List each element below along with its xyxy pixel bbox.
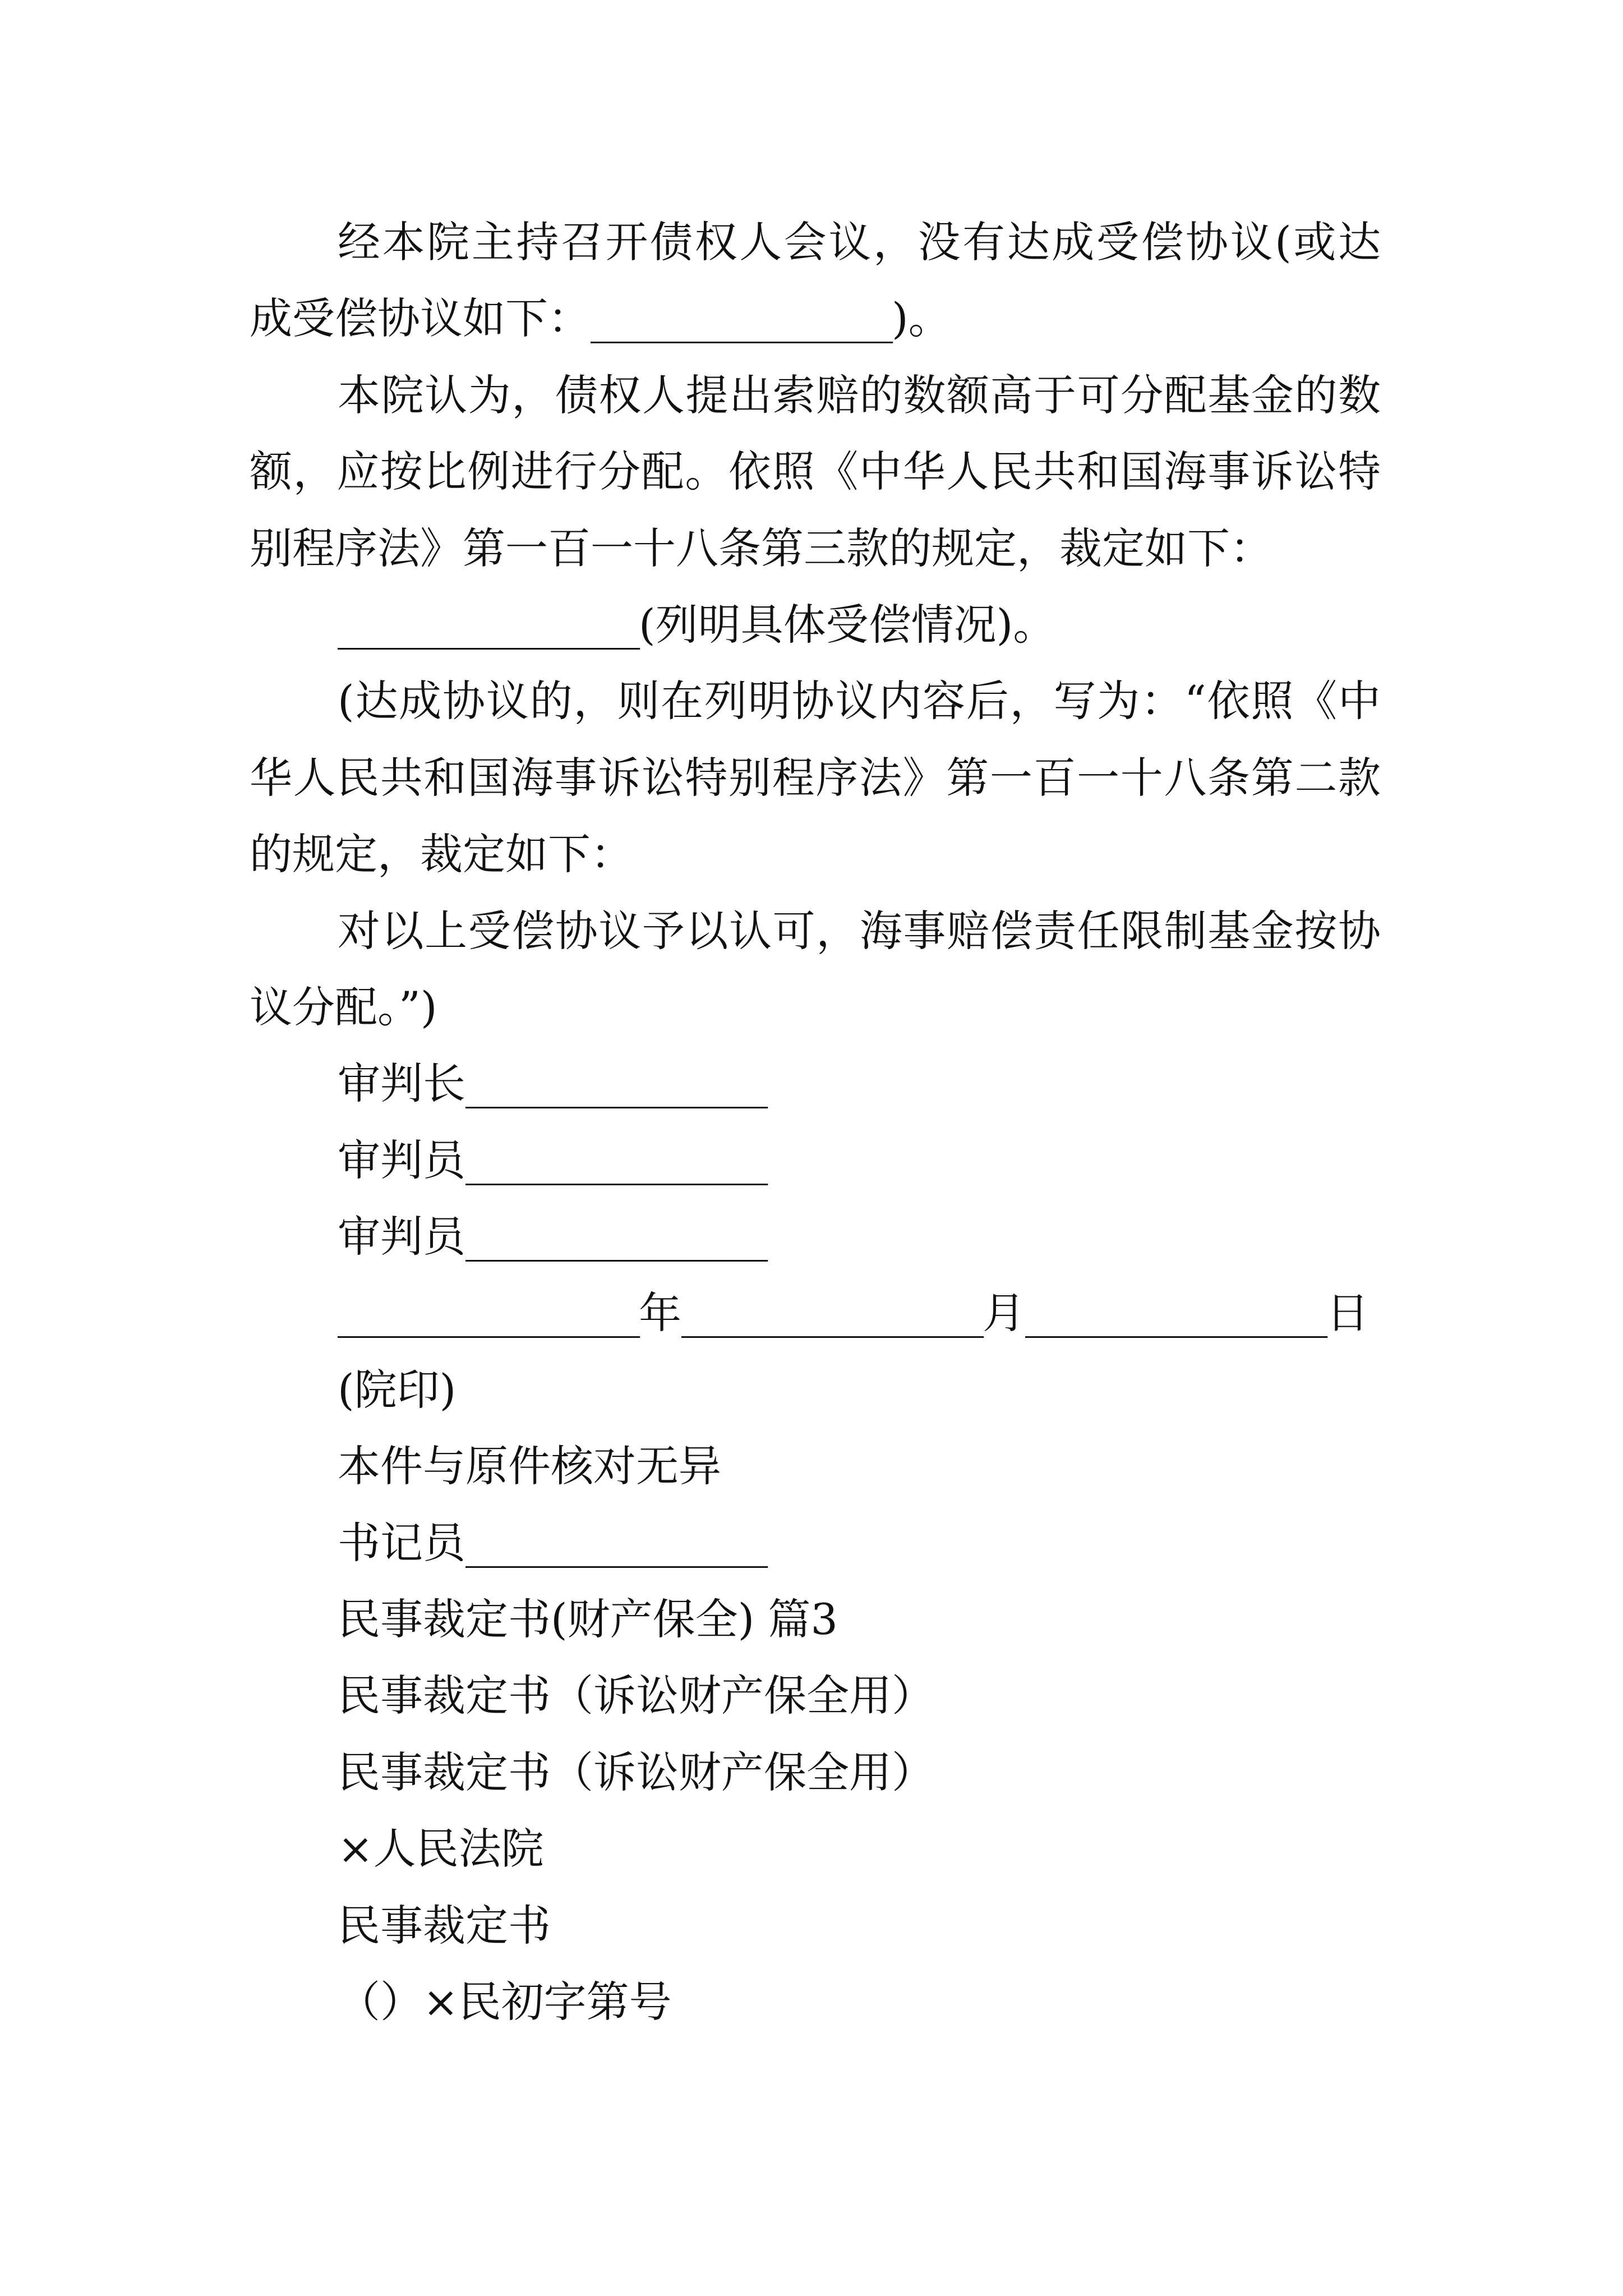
body-line: 的规定，裁定如下：	[250, 829, 633, 880]
signature-blank: _______________	[465, 1135, 767, 1185]
body-line: 议分配。”)	[250, 982, 437, 1032]
document-title-line: 民事裁定书（诉讼财产保全用）	[338, 1747, 934, 1797]
body-line-text: 成受偿协议如下：	[250, 293, 591, 344]
day-label: 日	[1326, 1288, 1370, 1338]
case-number: （）×民初字第号	[338, 1976, 672, 2027]
body-line-text: (列明具体受偿情况)。	[639, 599, 1056, 650]
month-blank: _______________	[681, 1288, 983, 1338]
signature-blank: _______________	[465, 1212, 767, 1262]
body-line: 本院认为，债权人提出索赔的数额高于可分配基金的数	[338, 370, 1381, 420]
body-line: 额，应按比例进行分配。依照《中华人民共和国海事诉讼特	[250, 447, 1381, 497]
clerk-line	[250, 1505, 1381, 1581]
day-blank: _______________	[1025, 1288, 1327, 1338]
document-body	[250, 204, 1381, 2040]
signature-line-presiding-judge	[250, 1046, 1381, 1122]
verification-note: 本件与原件核对无异	[338, 1441, 721, 1492]
section-heading: 民事裁定书(财产保全) 篇3	[338, 1594, 838, 1645]
body-line	[250, 280, 1381, 357]
body-line: 对以上受偿协议予以认可，海事赔偿责任限制基金按协	[338, 905, 1381, 956]
date-line	[250, 1275, 1381, 1351]
body-line: 经本院主持召开债权人会议，没有达成受偿协议(或达	[338, 217, 1381, 267]
document-title-line: 民事裁定书（诉讼财产保全用）	[338, 1671, 934, 1721]
document-type: 民事裁定书	[338, 1900, 551, 1950]
year-blank: _______________	[338, 1288, 639, 1338]
signature-label: 审判长	[338, 1059, 465, 1109]
signature-label: 审判员	[338, 1135, 465, 1185]
body-line-text: )。	[892, 293, 951, 344]
signature-blank: _______________	[465, 1059, 767, 1109]
body-line: 华人民共和国海事诉讼特别程序法》第一百一十八条第二款	[250, 752, 1381, 803]
court-name: ×人民法院	[338, 1824, 544, 1874]
body-line: (达成协议的，则在列明协议内容后，写为：“依照《中	[338, 676, 1381, 726]
court-seal-note: (院印)	[338, 1364, 457, 1415]
signature-line-judge	[250, 1122, 1381, 1199]
body-line	[250, 587, 1381, 663]
year-label: 年	[639, 1288, 682, 1338]
signature-label: 审判员	[338, 1212, 465, 1262]
fill-in-blank: _______________	[591, 293, 892, 344]
month-label: 月	[983, 1288, 1026, 1338]
fill-in-blank: _______________	[338, 599, 639, 650]
signature-line-judge	[250, 1199, 1381, 1275]
body-line: 别程序法》第一百一十八条第三款的规定，裁定如下：	[250, 523, 1272, 573]
clerk-blank: _______________	[465, 1517, 767, 1568]
clerk-label: 书记员	[338, 1517, 465, 1568]
